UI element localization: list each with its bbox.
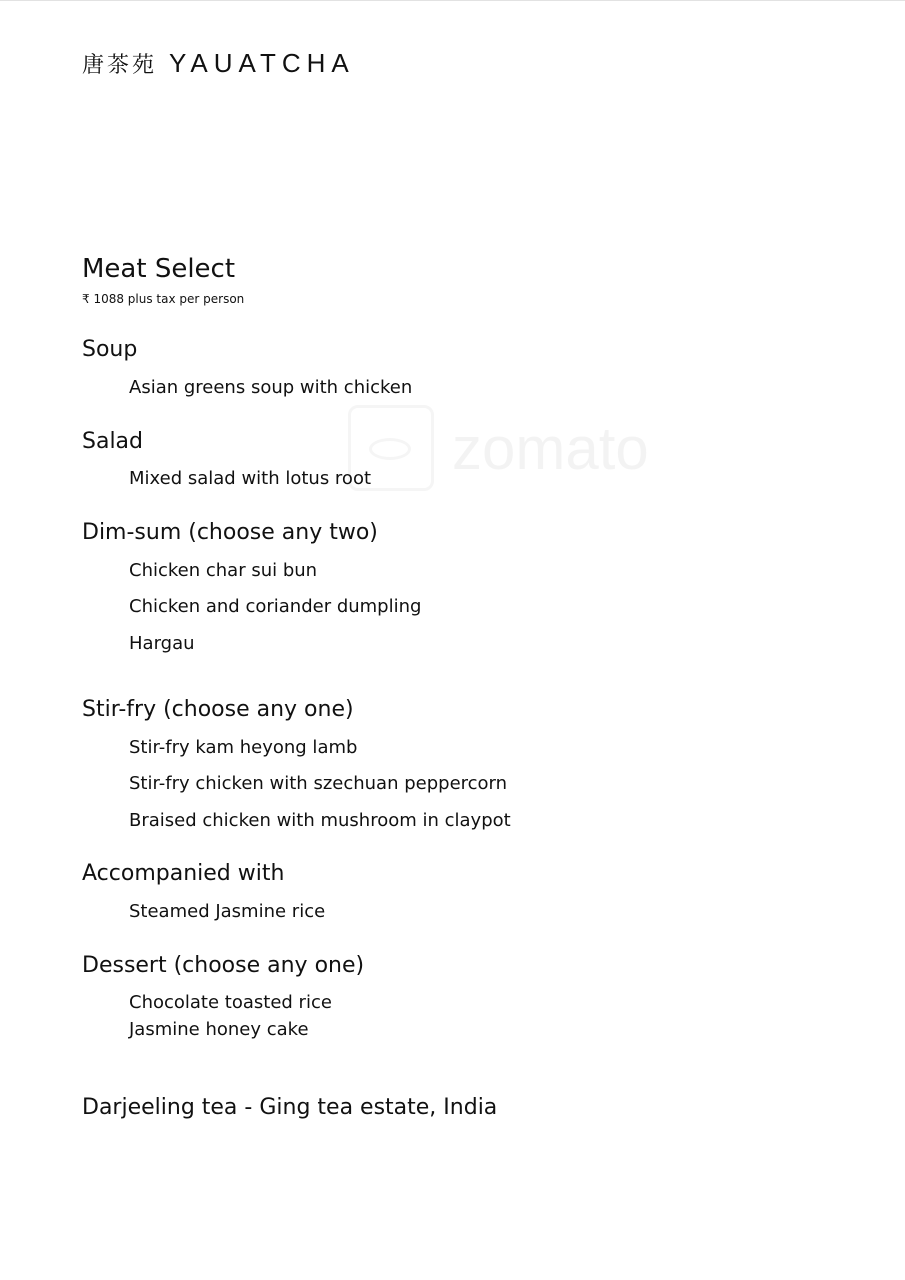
zomato-watermark — [348, 405, 649, 491]
logo-brand-name: YAUATCHA — [169, 48, 355, 78]
section-heading-accompaniment: Accompanied with — [82, 861, 285, 886]
menu-item: Steamed Jasmine rice — [129, 901, 326, 922]
menu-item: Stir-fry chicken with szechuan peppercorn — [129, 773, 508, 794]
menu-item: Chicken char sui bun — [129, 560, 318, 581]
menu-item: Stir-fry kam heyong lamb — [129, 737, 358, 758]
menu-item: Jasmine honey cake — [129, 1019, 309, 1040]
menu-title: Meat Select — [82, 254, 236, 284]
menu-price: ₹ 1088 plus tax per person — [82, 292, 245, 306]
menu-item: Braised chicken with mushroom in claypot — [129, 810, 511, 831]
menu-item: Chocolate toasted rice — [129, 992, 332, 1013]
top-border — [0, 0, 905, 1]
section-heading-soup: Soup — [82, 337, 138, 362]
menu-item: Hargau — [129, 633, 195, 654]
logo-chinese-text: 唐茶苑 — [82, 53, 158, 78]
section-heading-dimsum: Dim-sum (choose any two) — [82, 520, 378, 545]
section-heading-salad: Salad — [82, 429, 144, 454]
yauatcha-logo — [82, 48, 355, 79]
tea-line: Darjeeling tea - Ging tea estate, India — [82, 1095, 498, 1120]
watermark-text: zomato — [452, 414, 649, 482]
menu-item: Asian greens soup with chicken — [129, 377, 413, 398]
menu-item: Mixed salad with lotus root — [129, 468, 372, 489]
menu-item: Chicken and coriander dumpling — [129, 596, 422, 617]
section-heading-stirfry: Stir-fry (choose any one) — [82, 697, 354, 722]
section-heading-dessert: Dessert (choose any one) — [82, 953, 365, 978]
